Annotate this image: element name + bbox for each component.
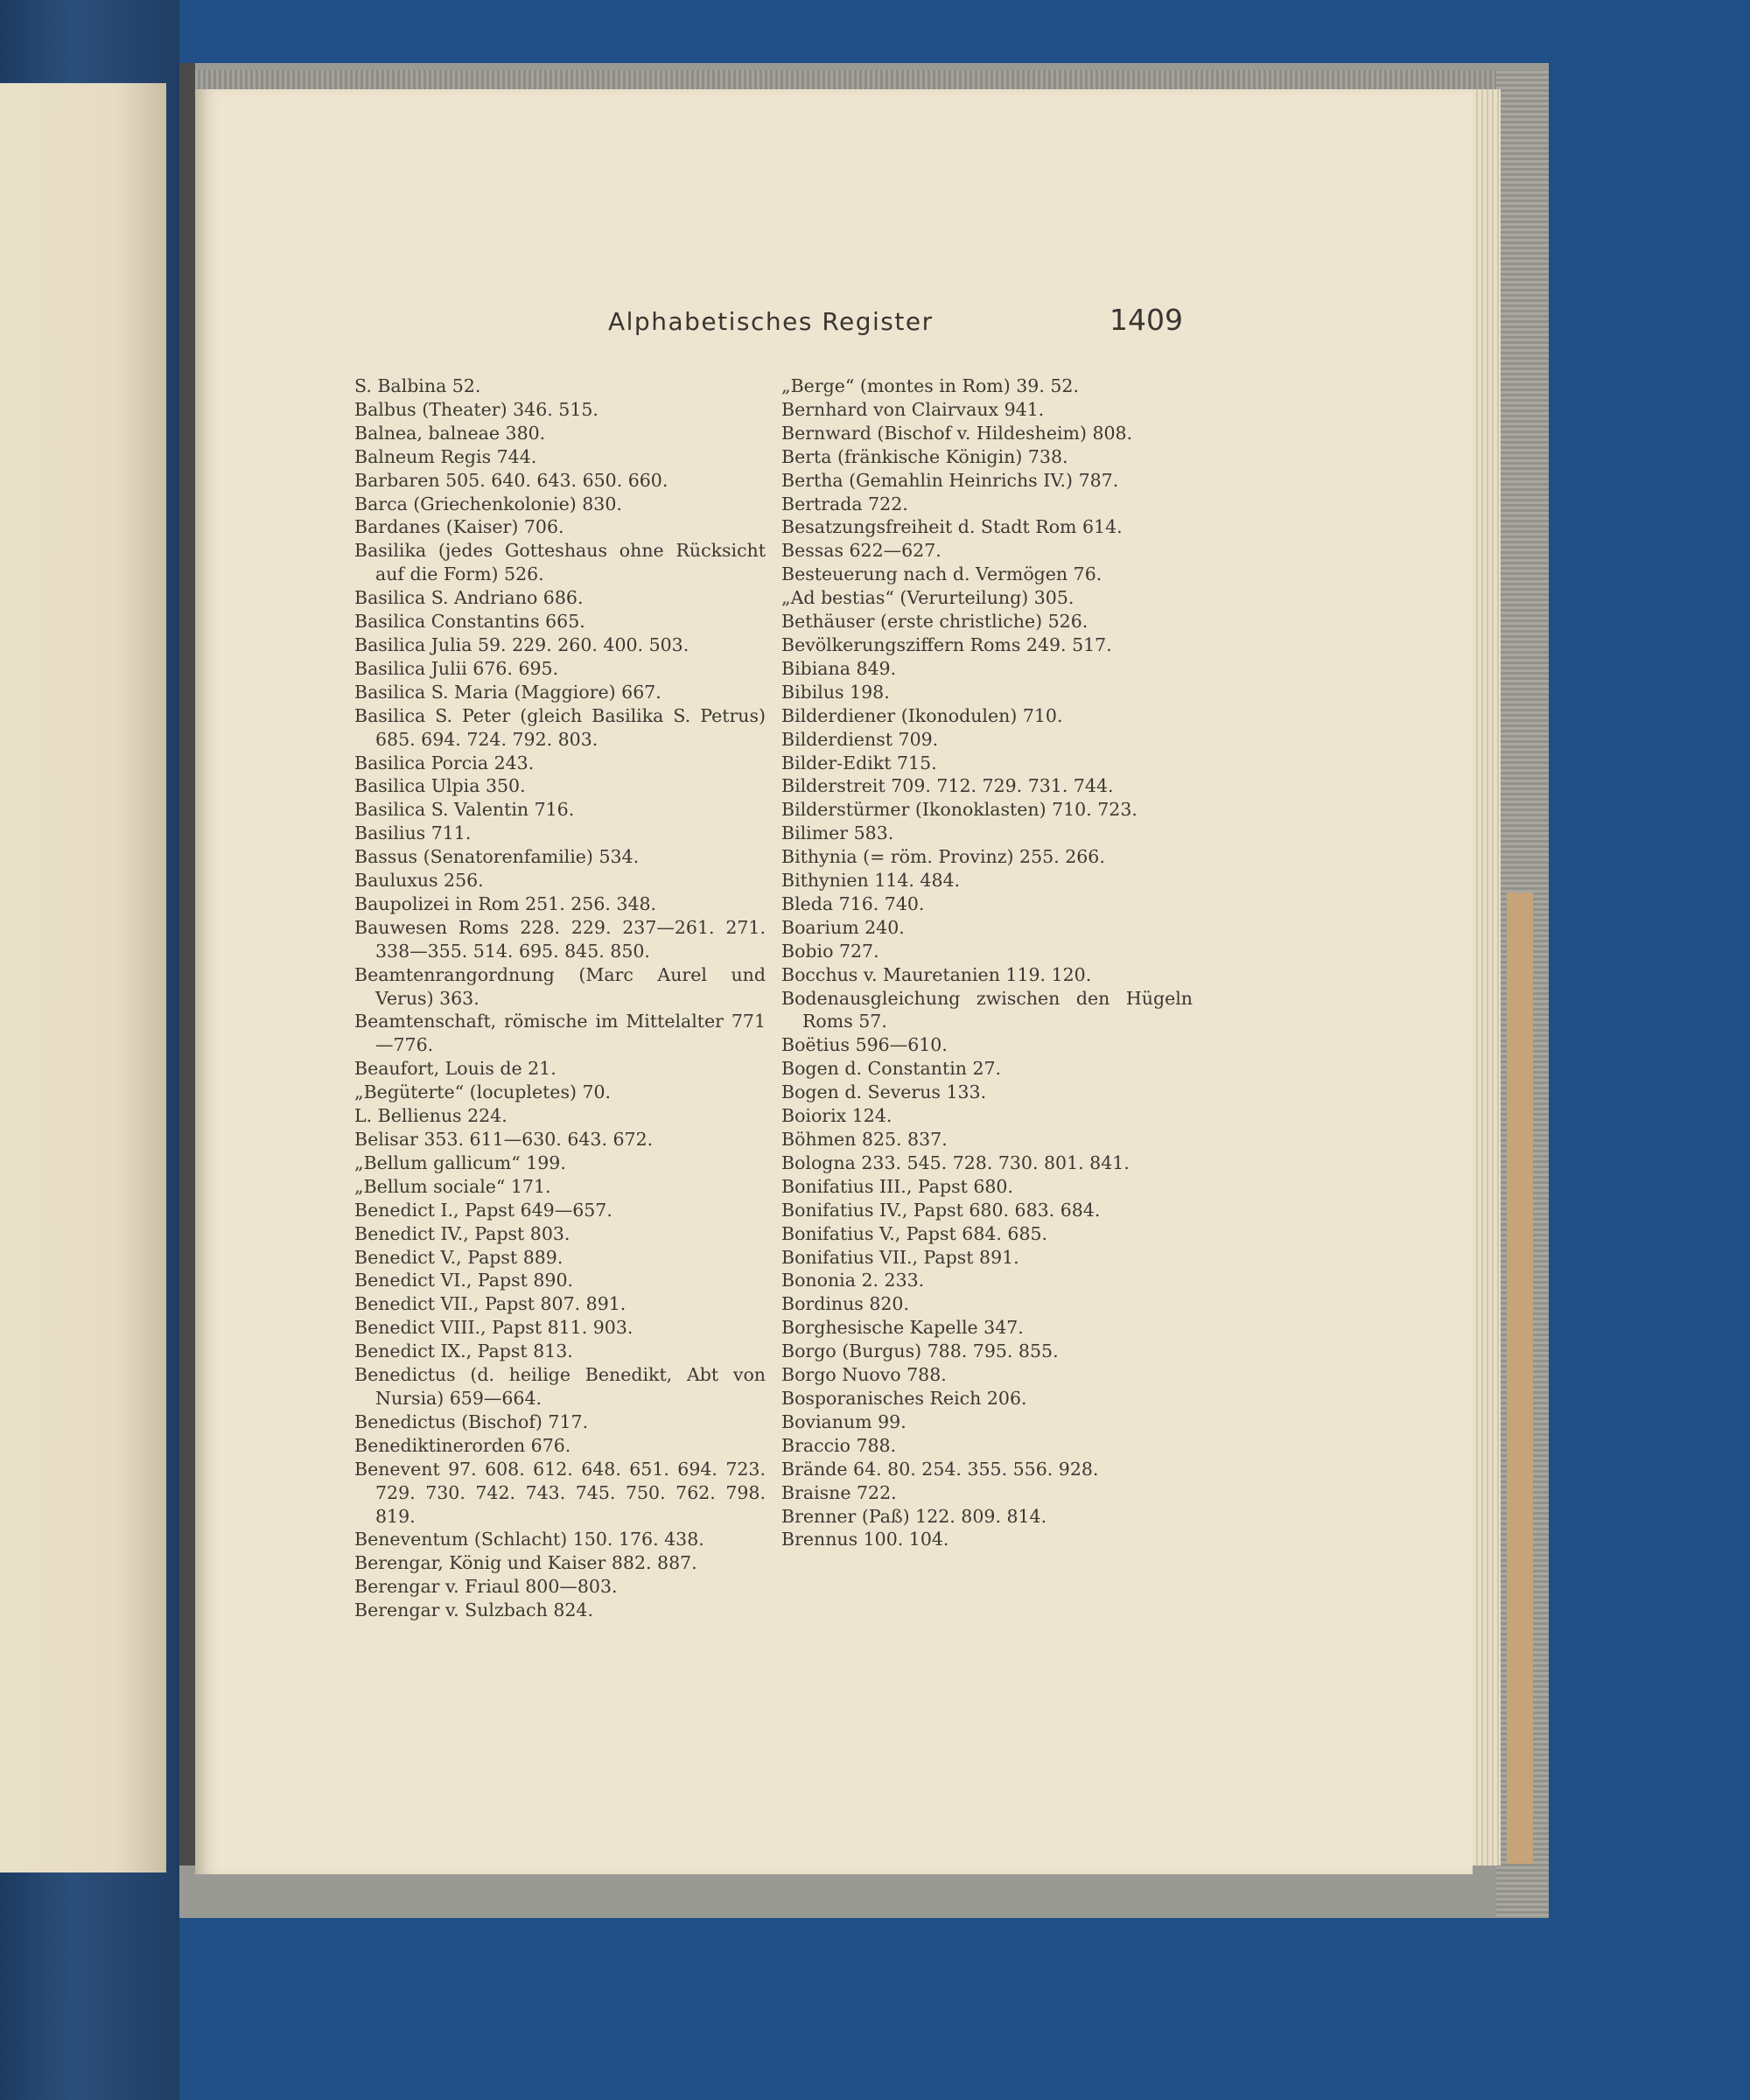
index-entry: Balbus (Theater) 346. 515. [354, 398, 598, 420]
index-entry: Bonifatius IV., Papst 680. 683. 684. [781, 1199, 1101, 1221]
index-entry: Bordinus 820. [781, 1293, 909, 1315]
index-entry: Bauluxus 256. [354, 870, 484, 892]
index-entry: Boëtius 596—610. [781, 1034, 948, 1056]
index-entry: Bernward (Bischof v. Hildesheim) 808. [781, 422, 1133, 444]
index-entry: Bauwesen Roms 228. 229. 237—261. 271. 338—355. 514. 695. 845. 850. [354, 916, 766, 962]
page-number: 1409 [1110, 303, 1183, 337]
index-entry: Bilderstreit 709. 712. 729. 731. 744. [781, 775, 1114, 797]
index-entry: Bocchus v. Mauretanien 119. 120. [781, 963, 1092, 985]
index-entry: Basilica S. Valentin 716. [354, 799, 575, 821]
index-entry: Beaufort, Louis de 21. [354, 1058, 556, 1080]
index-entry: Brände 64. 80. 254. 355. 556. 928. [781, 1458, 1099, 1480]
index-entry: Bilderstürmer (Ikonoklasten) 710. 723. [781, 799, 1138, 821]
index-entry: Bertha (Gemahlin Heinrichs IV.) 787. [781, 469, 1119, 491]
index-entry: „Begüterte“ (locupletes) 70. [354, 1082, 612, 1103]
index-entry: S. Balbina 52. [354, 375, 481, 396]
index-entry: Benedict VIII., Papst 811. 903. [354, 1317, 634, 1339]
index-entry: Benedictus (d. heilige Benedikt, Abt von Nursia) 659—664. [354, 1364, 766, 1409]
index-entry: Beamtenschaft, römische im Mittelalter 771—776. [354, 1011, 766, 1056]
index-entry: Basilica Julii 676. 695. [354, 657, 559, 679]
index-entry: Benedict V., Papst 889. [354, 1246, 564, 1268]
index-entry: Benediktinerorden 676. [354, 1434, 571, 1456]
index-entry: Berengar v. Sulzbach 824. [354, 1600, 593, 1621]
index-entry: Bilderdienst 709. [781, 728, 939, 750]
index-entry: Boarium 240. [781, 916, 905, 938]
index-entry: Bertrada 722. [781, 493, 908, 514]
index-entry: „Ad bestias“ (Verurteilung) 305. [781, 587, 1074, 609]
index-entry: Basilica Porcia 243. [354, 752, 535, 774]
index-entry: Basilica S. Peter (gleich Basilika S. Petrus) 685. 694. 724. 792. 803. [354, 704, 766, 750]
page-edges [1473, 89, 1501, 1866]
index-entry: Bilimer 583. [781, 822, 894, 844]
index-entry: Balnea, balneae 380. [354, 422, 546, 444]
index-entry: Bilderdiener (Ikonodulen) 710. [781, 704, 1063, 726]
index-entry: Bogen d. Constantin 27. [781, 1058, 1002, 1080]
index-entry: Barca (Griechenkolonie) 830. [354, 493, 622, 514]
index-entry: Bernhard von Clairvaux 941. [781, 398, 1045, 420]
index-entry: Bononia 2. 233. [781, 1270, 925, 1292]
index-entry: Boiorix 124. [781, 1105, 892, 1127]
index-entry: Bovianum 99. [781, 1410, 906, 1432]
book-spine [179, 63, 195, 1866]
index-entry: Borgo (Burgus) 788. 795. 855. [781, 1340, 1059, 1362]
index-column-left [354, 374, 766, 1622]
index-entry: Bibiana 849. [781, 657, 897, 679]
index-entry: Belisar 353. 611—630. 643. 672. [354, 1129, 654, 1150]
cloth-binding-top [195, 70, 1547, 89]
index-entry: Benedict VII., Papst 807. 891. [354, 1293, 626, 1315]
index-entry: Bonifatius V., Papst 684. 685. [781, 1222, 1048, 1244]
index-entry: Basilius 711. [354, 822, 472, 844]
index-entry: Borgo Nuovo 788. [781, 1364, 947, 1386]
index-entry: Bilder-Edikt 715. [781, 752, 937, 774]
index-entry: Benedict IX., Papst 813. [354, 1340, 573, 1362]
left-page-edge [0, 83, 166, 1872]
index-entry: Bethäuser (erste christliche) 526. [781, 611, 1088, 633]
index-entry: „Bellum gallicum“ 199. [354, 1152, 566, 1173]
index-entry: Böhmen 825. 837. [781, 1129, 948, 1150]
index-entry: Basilica S. Maria (Maggiore) 667. [354, 681, 662, 703]
index-entry: Braisne 722. [781, 1481, 897, 1503]
index-entry: Bosporanisches Reich 206. [781, 1387, 1027, 1409]
index-entry: Benedict I., Papst 649—657. [354, 1199, 612, 1221]
index-entry: Basilica Julia 59. 229. 260. 400. 503. [354, 634, 690, 655]
index-entry: Beneventum (Schlacht) 150. 176. 438. [354, 1529, 704, 1550]
index-entry: Benedict IV., Papst 803. [354, 1222, 570, 1244]
index-entry: Bassus (Senatorenfamilie) 534. [354, 846, 640, 868]
index-entry: Besteuerung nach d. Vermögen 76. [781, 564, 1102, 585]
index-entry: Basilica Ulpia 350. [354, 775, 526, 797]
index-entry: Berengar v. Friaul 800—803. [354, 1576, 618, 1598]
index-entry: Bessas 622—627. [781, 540, 942, 562]
index-entry: L. Bellienus 224. [354, 1105, 508, 1127]
index-entry: Benedictus (Bischof) 717. [354, 1410, 589, 1432]
index-entry: Bleda 716. 740. [781, 892, 925, 914]
index-entry: Basilika (jedes Gotteshaus ohne Rücksicht auf die Form) 526. [354, 540, 766, 585]
index-entry: Borghesische Kapelle 347. [781, 1317, 1024, 1339]
index-entry: Bonifatius VII., Papst 891. [781, 1246, 1019, 1268]
index-entry: „Berge“ (montes in Rom) 39. 52. [781, 375, 1079, 396]
index-entry: Beamtenrangordnung (Marc Aurel und Verus) 363. [354, 963, 766, 1009]
index-entry: Berta (fränkische Königin) 738. [781, 445, 1068, 467]
index-entry: Bevölkerungsziffern Roms 249. 517. [781, 634, 1112, 655]
index-entry: Basilica Constantins 665. [354, 611, 585, 633]
index-entry: Bithynien 114. 484. [781, 870, 961, 892]
index-entry: Bodenausgleichung zwischen den Hügeln Roms 57. [781, 987, 1193, 1032]
index-column-right [781, 374, 1193, 1551]
index-entry: Bardanes (Kaiser) 706. [354, 516, 564, 538]
index-entry: Bibilus 198. [781, 681, 890, 703]
index-entry: Besatzungsfreiheit d. Stadt Rom 614. [781, 516, 1123, 538]
index-entry: Brennus 100. 104. [781, 1529, 949, 1550]
index-entry: „Bellum sociale“ 171. [354, 1175, 551, 1197]
bookend-strip [1507, 892, 1533, 1864]
index-entry: Baupolizei in Rom 251. 256. 348. [354, 892, 657, 914]
index-entry: Braccio 788. [781, 1434, 897, 1456]
index-entry: Bologna 233. 545. 728. 730. 801. 841. [781, 1152, 1130, 1173]
index-entry: Bonifatius III., Papst 680. [781, 1175, 1013, 1197]
index-entry: Brenner (Paß) 122. 809. 814. [781, 1505, 1047, 1527]
index-entry: Bobio 727. [781, 940, 879, 962]
index-entry: Berengar, König und Kaiser 882. 887. [354, 1552, 697, 1574]
index-entry: Bithynia (= röm. Provinz) 255. 266. [781, 846, 1105, 868]
index-entry: Benedict VI., Papst 890. [354, 1270, 574, 1292]
index-entry: Bogen d. Severus 133. [781, 1082, 987, 1103]
running-head: Alphabetisches Register [608, 307, 934, 336]
index-entry: Barbaren 505. 640. 643. 650. 660. [354, 469, 668, 491]
index-entry: Balneum Regis 744. [354, 445, 537, 467]
index-entry: Basilica S. Andriano 686. [354, 587, 584, 609]
index-entry: Benevent 97. 608. 612. 648. 651. 694. 723. 729. 730. 742. 743. 745. 750. 762. 798. 819. [354, 1458, 766, 1527]
